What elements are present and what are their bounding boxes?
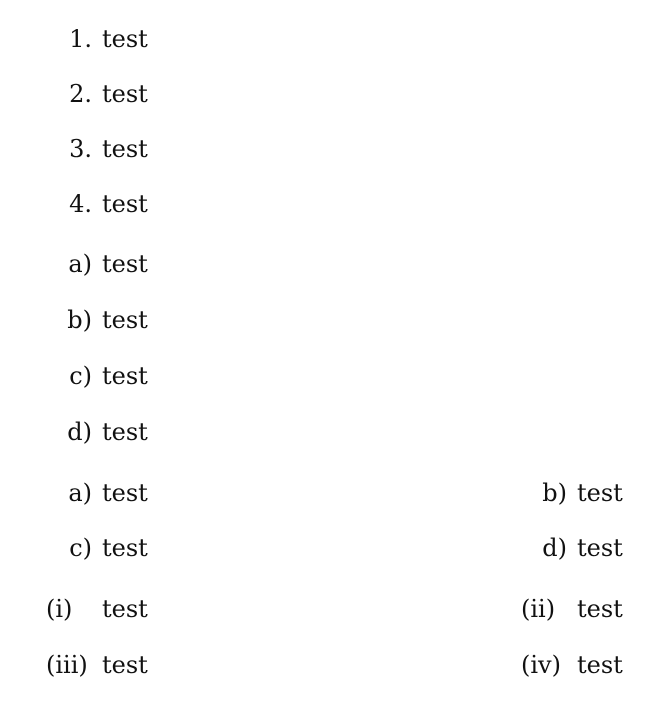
item-text: test xyxy=(102,479,148,507)
list-item xyxy=(0,417,220,447)
list-item xyxy=(0,305,220,335)
item-label: d) xyxy=(542,534,567,562)
item-label: (ii) xyxy=(521,595,556,623)
item-text: test xyxy=(102,651,148,679)
list-item xyxy=(0,478,220,508)
list-item xyxy=(0,134,220,164)
item-text: test xyxy=(577,651,623,679)
list-item xyxy=(0,189,220,219)
item-label: 2. xyxy=(69,80,92,108)
list-item xyxy=(0,24,220,54)
item-text: test xyxy=(102,250,148,278)
item-label: b) xyxy=(542,479,567,507)
list-item xyxy=(475,650,655,680)
item-text: test xyxy=(577,595,623,623)
item-text: test xyxy=(577,534,623,562)
item-text: test xyxy=(102,418,148,446)
item-label: c) xyxy=(69,362,92,390)
item-label: (i) xyxy=(46,595,73,623)
item-text: test xyxy=(102,135,148,163)
item-label: b) xyxy=(67,306,92,334)
list-item xyxy=(0,361,220,391)
item-label: a) xyxy=(68,479,92,507)
list-item xyxy=(0,650,220,680)
list-item xyxy=(475,533,655,563)
item-text: test xyxy=(102,534,148,562)
list-item xyxy=(0,79,220,109)
list-item xyxy=(0,533,220,563)
item-text: test xyxy=(102,306,148,334)
list-item xyxy=(0,249,220,279)
item-text: test xyxy=(102,190,148,218)
item-text: test xyxy=(102,362,148,390)
item-label: a) xyxy=(68,250,92,278)
item-label: (iii) xyxy=(46,651,88,679)
item-text: test xyxy=(102,25,148,53)
item-label: c) xyxy=(69,534,92,562)
item-label: (iv) xyxy=(521,651,561,679)
item-text: test xyxy=(102,80,148,108)
item-text: test xyxy=(577,479,623,507)
item-label: 4. xyxy=(69,190,92,218)
list-item xyxy=(0,594,220,624)
item-label: 1. xyxy=(69,25,92,53)
item-label: d) xyxy=(67,418,92,446)
list-item xyxy=(475,594,655,624)
item-text: test xyxy=(102,595,148,623)
list-item xyxy=(475,478,655,508)
item-label: 3. xyxy=(69,135,92,163)
